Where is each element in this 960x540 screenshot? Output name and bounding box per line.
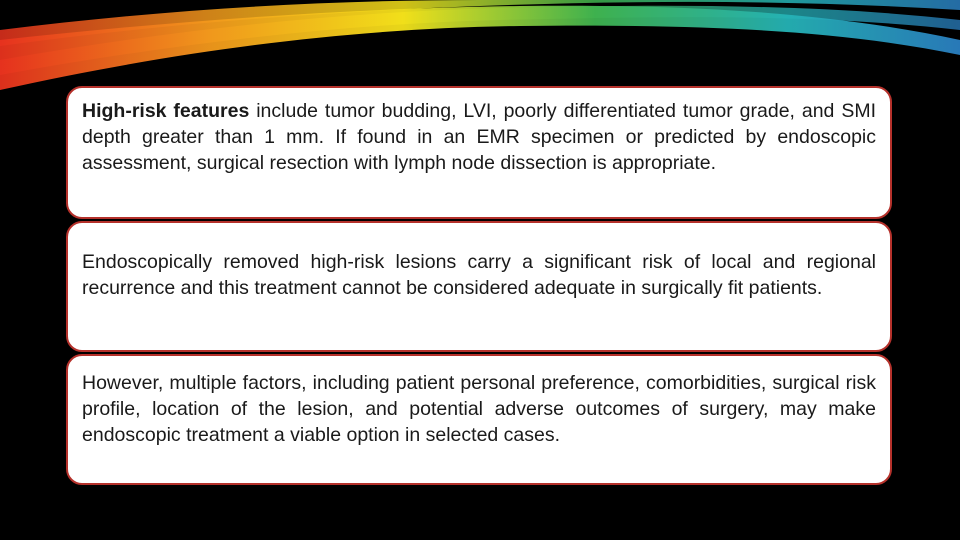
text-card-high-risk-features: [66, 86, 892, 219]
text-card-recurrence-risk: [66, 221, 892, 352]
card-text: Endoscopically removed high-risk lesions carry a significant risk of local and regional recurrence and this treatment cannot be considered adequate in surgically fit patients.: [82, 251, 876, 299]
lead-phrase: High-risk features: [82, 100, 250, 122]
text-card-endoscopic-option: [66, 354, 892, 485]
card-text: However, multiple factors, including patient personal preference, comorbidities, surgical risk profile, location of the lesion, and potential adverse outcomes of surgery, may make endoscopic treatment a viable option in selected cases.: [82, 372, 876, 446]
decorative-ribbon-banner: [0, 0, 960, 90]
card-text: include tumor budding, LVI, poorly differentiated tumor grade, and SMI depth greater than 1 mm. If found in an EMR specimen or predicted by endoscopic assessment, surgical resection with lymph node dissection is appropriate.: [82, 100, 876, 174]
